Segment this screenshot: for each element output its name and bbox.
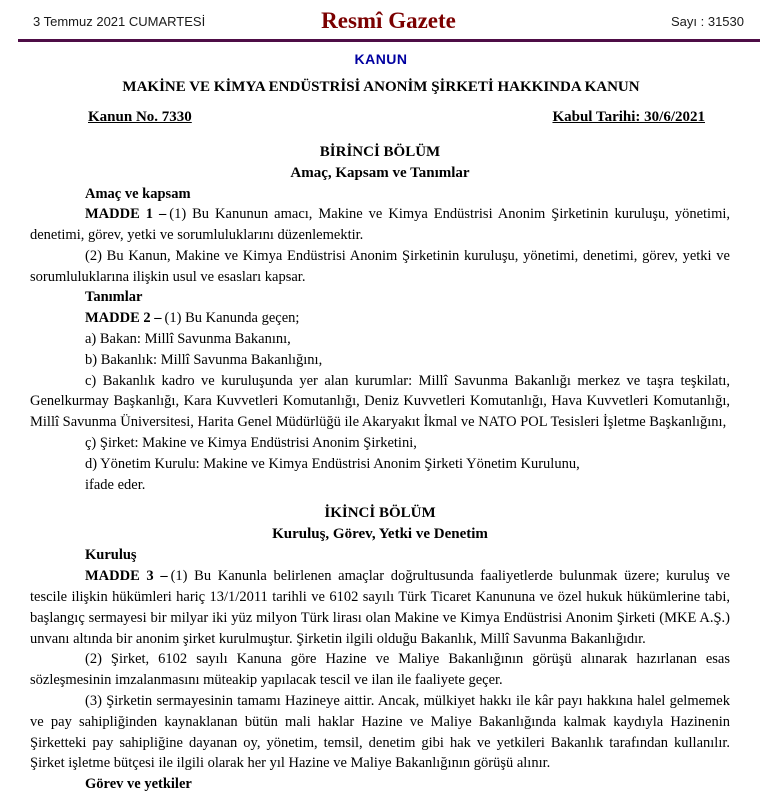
article-side-heading: Amaç ve kapsam	[30, 184, 730, 205]
paragraph-text: (3) Şirketin sermayesinin tamamı Hazineye aittir. Ancak, mülkiyet hakkı ile kâr payı hakkına halel gelmemek ve pay sahipliğinden kaynaklanan bütün mali haklar Hazine ve Maliye Bakanlığında kalmak kaydıyla Hazinenin Şirketteki pay sahipliğine dayanan oy, yönetim, temsil, denetim gibi hak ve yetkileri Bakanlık tarafından kullanılır. Şirket işletme bütçesi ile ilgili olarak her yıl Hazine ve Maliye Bakanlığının görüşü alınır.	[30, 693, 730, 771]
law-paragraph	[30, 475, 730, 496]
law-paragraph	[30, 433, 730, 454]
law-acceptance-date: Kabul Tarihi: 30/6/2021	[552, 109, 705, 126]
gazette-header	[0, 0, 762, 38]
chapter-subheading: Amaç, Kapsam ve Tanımlar	[30, 163, 730, 184]
law-paragraph	[30, 371, 730, 433]
paragraph-text: c) Bakanlık kadro ve kuruluşunda yer alan kurumlar: Millî Savunma Bakanlığı merkez ve taşra teşkilatı, Genelkurmay Başkanlığı, Kara Kuvvetleri Komutanlığı, Deniz Kuvvetleri Komutanlığı, Hava Kuvvetleri Komutanlığı, Millî Savunma Üniversitesi, Harita Genel Müdürlüğü ile Akaryakıt İkmal ve NATO POL Tesisleri İşletme Başkanlığını,	[30, 373, 730, 431]
law-title: MAKİNE VE KİMYA ENDÜSTRİSİ ANONİM ŞİRKETİ HAKKINDA KANUN	[0, 79, 762, 96]
header-divider-rule	[18, 39, 760, 42]
law-section-banner: KANUN	[0, 51, 762, 67]
law-paragraph	[30, 246, 730, 288]
gazette-date: 3 Temmuz 2021 CUMARTESİ	[33, 14, 311, 29]
chapter-heading: İKİNCİ BÖLÜM	[30, 503, 730, 524]
article-lead: MADDE 2 –	[85, 310, 162, 326]
law-paragraph	[30, 204, 730, 246]
gazette-issue-number: Sayı : 31530	[466, 14, 744, 29]
law-paragraph	[30, 691, 730, 774]
law-paragraph	[30, 308, 730, 329]
law-paragraph	[30, 350, 730, 371]
chapter-heading: BİRİNCİ BÖLÜM	[30, 142, 730, 163]
paragraph-text: (1) Bu Kanunun amacı, Makine ve Kimya Endüstrisi Anonim Şirketinin kuruluşu, yönetimi, denetimi, görev, yetki ve sorumluluklarını düzenlemektir.	[30, 206, 730, 243]
article-lead: MADDE 3 –	[85, 568, 168, 584]
law-number: Kanun No. 7330	[88, 109, 192, 126]
gazette-masthead: Resmî Gazete	[311, 8, 466, 34]
paragraph-text: ifade eder.	[85, 477, 145, 493]
paragraph-text: b) Bakanlık: Millî Savunma Bakanlığını,	[85, 352, 322, 368]
paragraph-text: (1) Bu Kanunda geçen;	[165, 310, 300, 326]
paragraph-text: (2) Bu Kanun, Makine ve Kimya Endüstrisi Anonim Şirketinin kuruluşu, yönetimi, denetimi, görev, yetki ve sorumluluklarına ilişkin usul ve esasları kapsar.	[30, 248, 730, 285]
article-lead: MADDE 1 –	[85, 206, 166, 222]
paragraph-text: d) Yönetim Kurulu: Makine ve Kimya Endüstrisi Anonim Şirketi Yönetim Kurulunu,	[85, 456, 580, 472]
law-body	[0, 142, 762, 795]
law-paragraph	[30, 329, 730, 350]
law-paragraph	[30, 649, 730, 691]
law-meta-row	[0, 109, 762, 126]
paragraph-text: (1) Bu Kanunla belirlenen amaçlar doğrultusunda faaliyetlerde bulunmak üzere; kuruluş ve tescile ilişkin hükümleri hariç 13/1/2011 tarihli ve 6102 sayılı Türk Ticaret Kanununa ve özel hukuk hükümlerine tabi, başlangıç sermayesi bir milyar iki yüz milyon Türk lirası olan Makine ve Kimya Endüstrisi Anonim Şirketi (MKE A.Ş.) unvanı altında bir anonim şirket kurulmuştur. Şirketin ilgili olduğu Bakanlık, Millî Savunma Bakanlığıdır.	[30, 568, 730, 646]
paragraph-text: a) Bakan: Millî Savunma Bakanını,	[85, 331, 291, 347]
article-side-heading: Kuruluş	[30, 545, 730, 566]
paragraph-text: (2) Şirket, 6102 sayılı Kanuna göre Hazine ve Maliye Bakanlığının görüşü alınarak hazırlanan esas sözleşmesinin imzalanmasını müteakip yapılacak tescil ve ilan ile faaliyete geçer.	[30, 651, 730, 688]
chapter-subheading: Kuruluş, Görev, Yetki ve Denetim	[30, 524, 730, 545]
article-side-heading: Tanımlar	[30, 287, 730, 308]
law-paragraph	[30, 566, 730, 649]
paragraph-text: ç) Şirket: Makine ve Kimya Endüstrisi Anonim Şirketini,	[85, 435, 417, 451]
article-side-heading-clipped: Görev ve yetkiler	[30, 774, 730, 795]
law-paragraph	[30, 454, 730, 475]
